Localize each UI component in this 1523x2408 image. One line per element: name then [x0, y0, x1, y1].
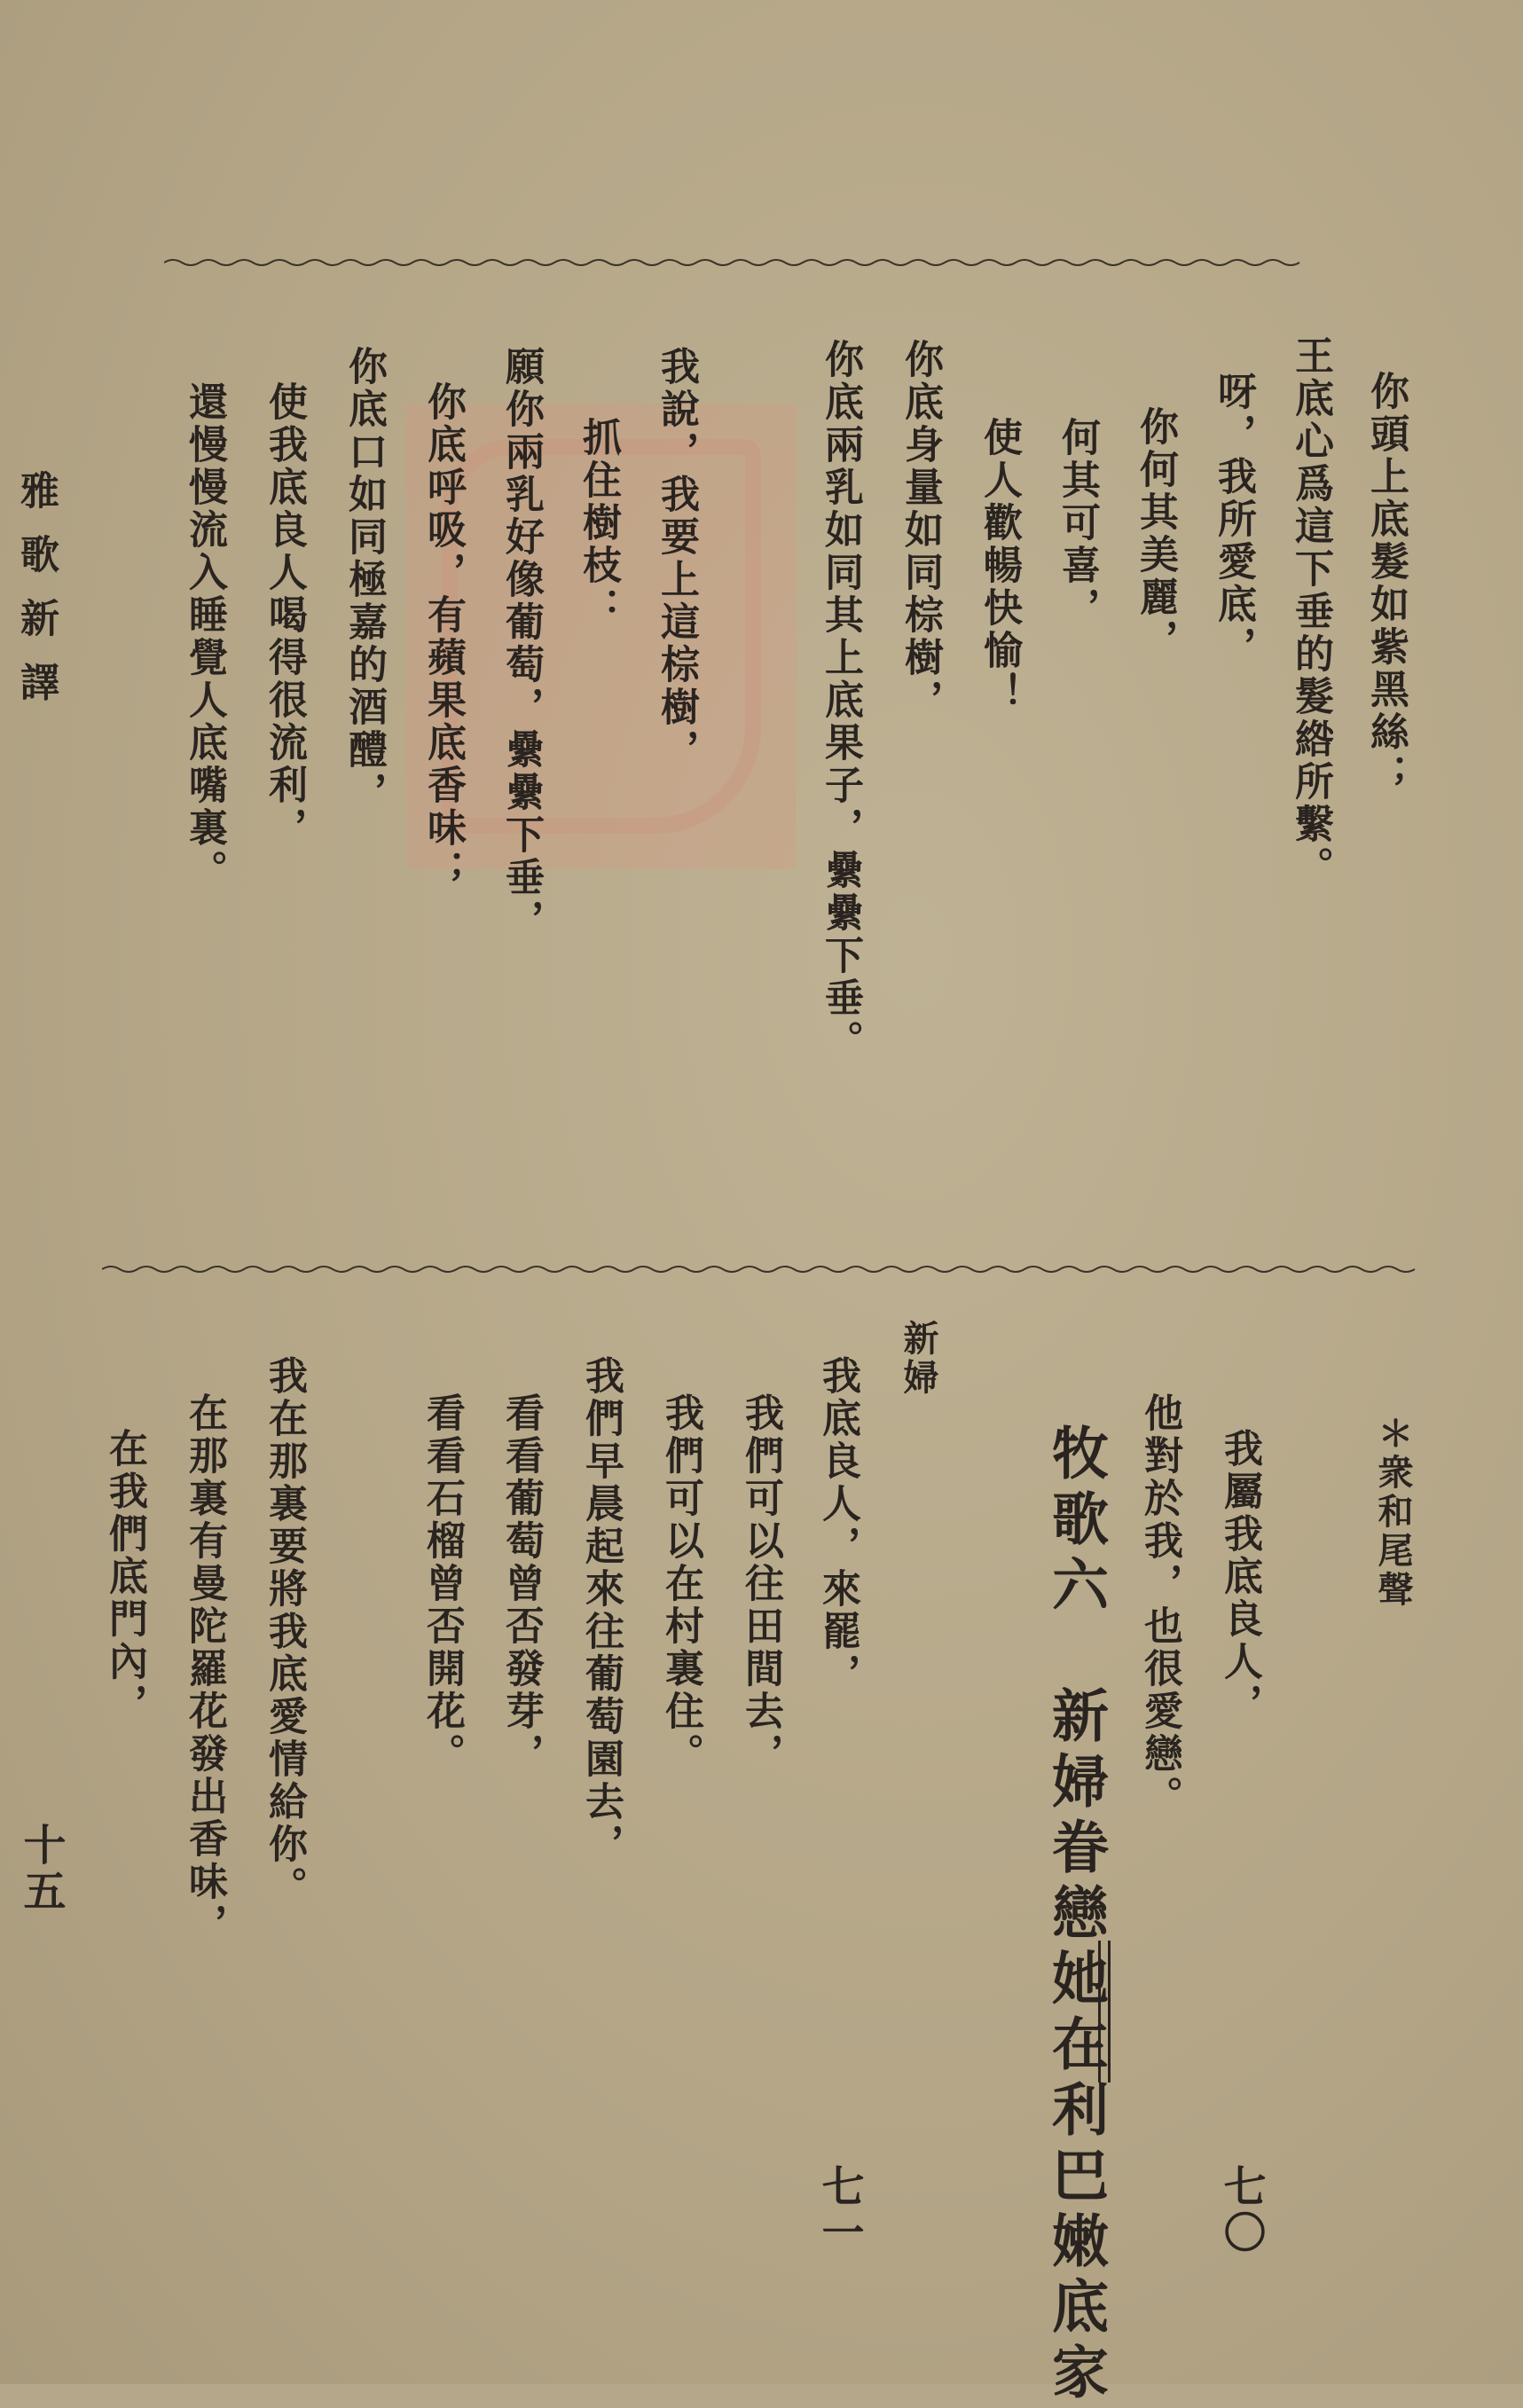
- song-title: 牧歌六 新婦眷戀她在利巴嫩底家: [1042, 1424, 1109, 2408]
- top-wavy-rule: [164, 257, 1304, 268]
- verse-line: 你底呼吸，有蘋果底香味；: [420, 381, 466, 892]
- verse-line: 抓住樹枝：: [576, 417, 621, 630]
- chorus-line: 他對於我，也很愛戀。: [1137, 1392, 1182, 1818]
- verse-line: 使人歡暢快愉！: [977, 417, 1022, 715]
- verse-line: 我們早晨起來往葡萄園去，: [578, 1355, 624, 1866]
- middle-wavy-rule: [102, 1264, 1424, 1275]
- verse-line: 我底良人，來罷，: [815, 1355, 860, 1696]
- verse-number-right: 七〇: [1216, 2164, 1266, 2256]
- verse-line: 你底兩乳如同其上底果子，纍纍下垂。: [818, 339, 863, 1063]
- verse-line: 你底身量如同棕樹，: [898, 339, 943, 722]
- verse-line: 使我底良人喝得很流利，: [262, 381, 307, 850]
- verse-line: 何其可喜，: [1055, 417, 1100, 630]
- proper-name-mark: [1098, 1941, 1111, 2082]
- verse-line: 看看石榴曾否開花。: [420, 1392, 465, 1776]
- page-number: 十五: [16, 1823, 66, 1915]
- chorus-label: ＊衆和尾聲: [1372, 1415, 1414, 1610]
- verse-line: 我們可以在村裏住。: [658, 1392, 703, 1776]
- verse-line: 我說，我要上這棕樹，: [654, 346, 699, 772]
- verse-line: 王底心爲這下垂的髮綹所繫。: [1288, 335, 1333, 889]
- verse-line: 在我們底門內，: [102, 1428, 147, 1726]
- verse-line: 還慢慢流入睡覺人底嘴裏。: [182, 381, 227, 892]
- verse-line: 你底口如同極嘉的酒醴，: [341, 346, 387, 814]
- verse-line: 你何其美麗，: [1133, 406, 1178, 662]
- verse-line: 我在那裏要將我底愛情給你。: [262, 1355, 307, 1909]
- verse-line: 在那裏有曼陀羅花發出香味，: [182, 1392, 227, 1946]
- verse-number-left: 七一: [814, 2164, 864, 2256]
- verse-line: 看看葡萄曾否發芽，: [499, 1392, 544, 1776]
- verse-line: 呀，我所愛底，: [1211, 371, 1256, 669]
- verse-line: 願你兩乳好像葡萄，纍纍下垂，: [499, 346, 544, 942]
- verse-line: 我們可以往田間去，: [738, 1392, 783, 1776]
- chorus-line: 我屬我底良人，: [1217, 1428, 1262, 1726]
- verse-line: 你頭上底髮如紫黑絲；: [1363, 371, 1409, 796]
- speaker-label: 新婦: [898, 1320, 939, 1398]
- running-title: 雅歌新譯: [13, 470, 59, 726]
